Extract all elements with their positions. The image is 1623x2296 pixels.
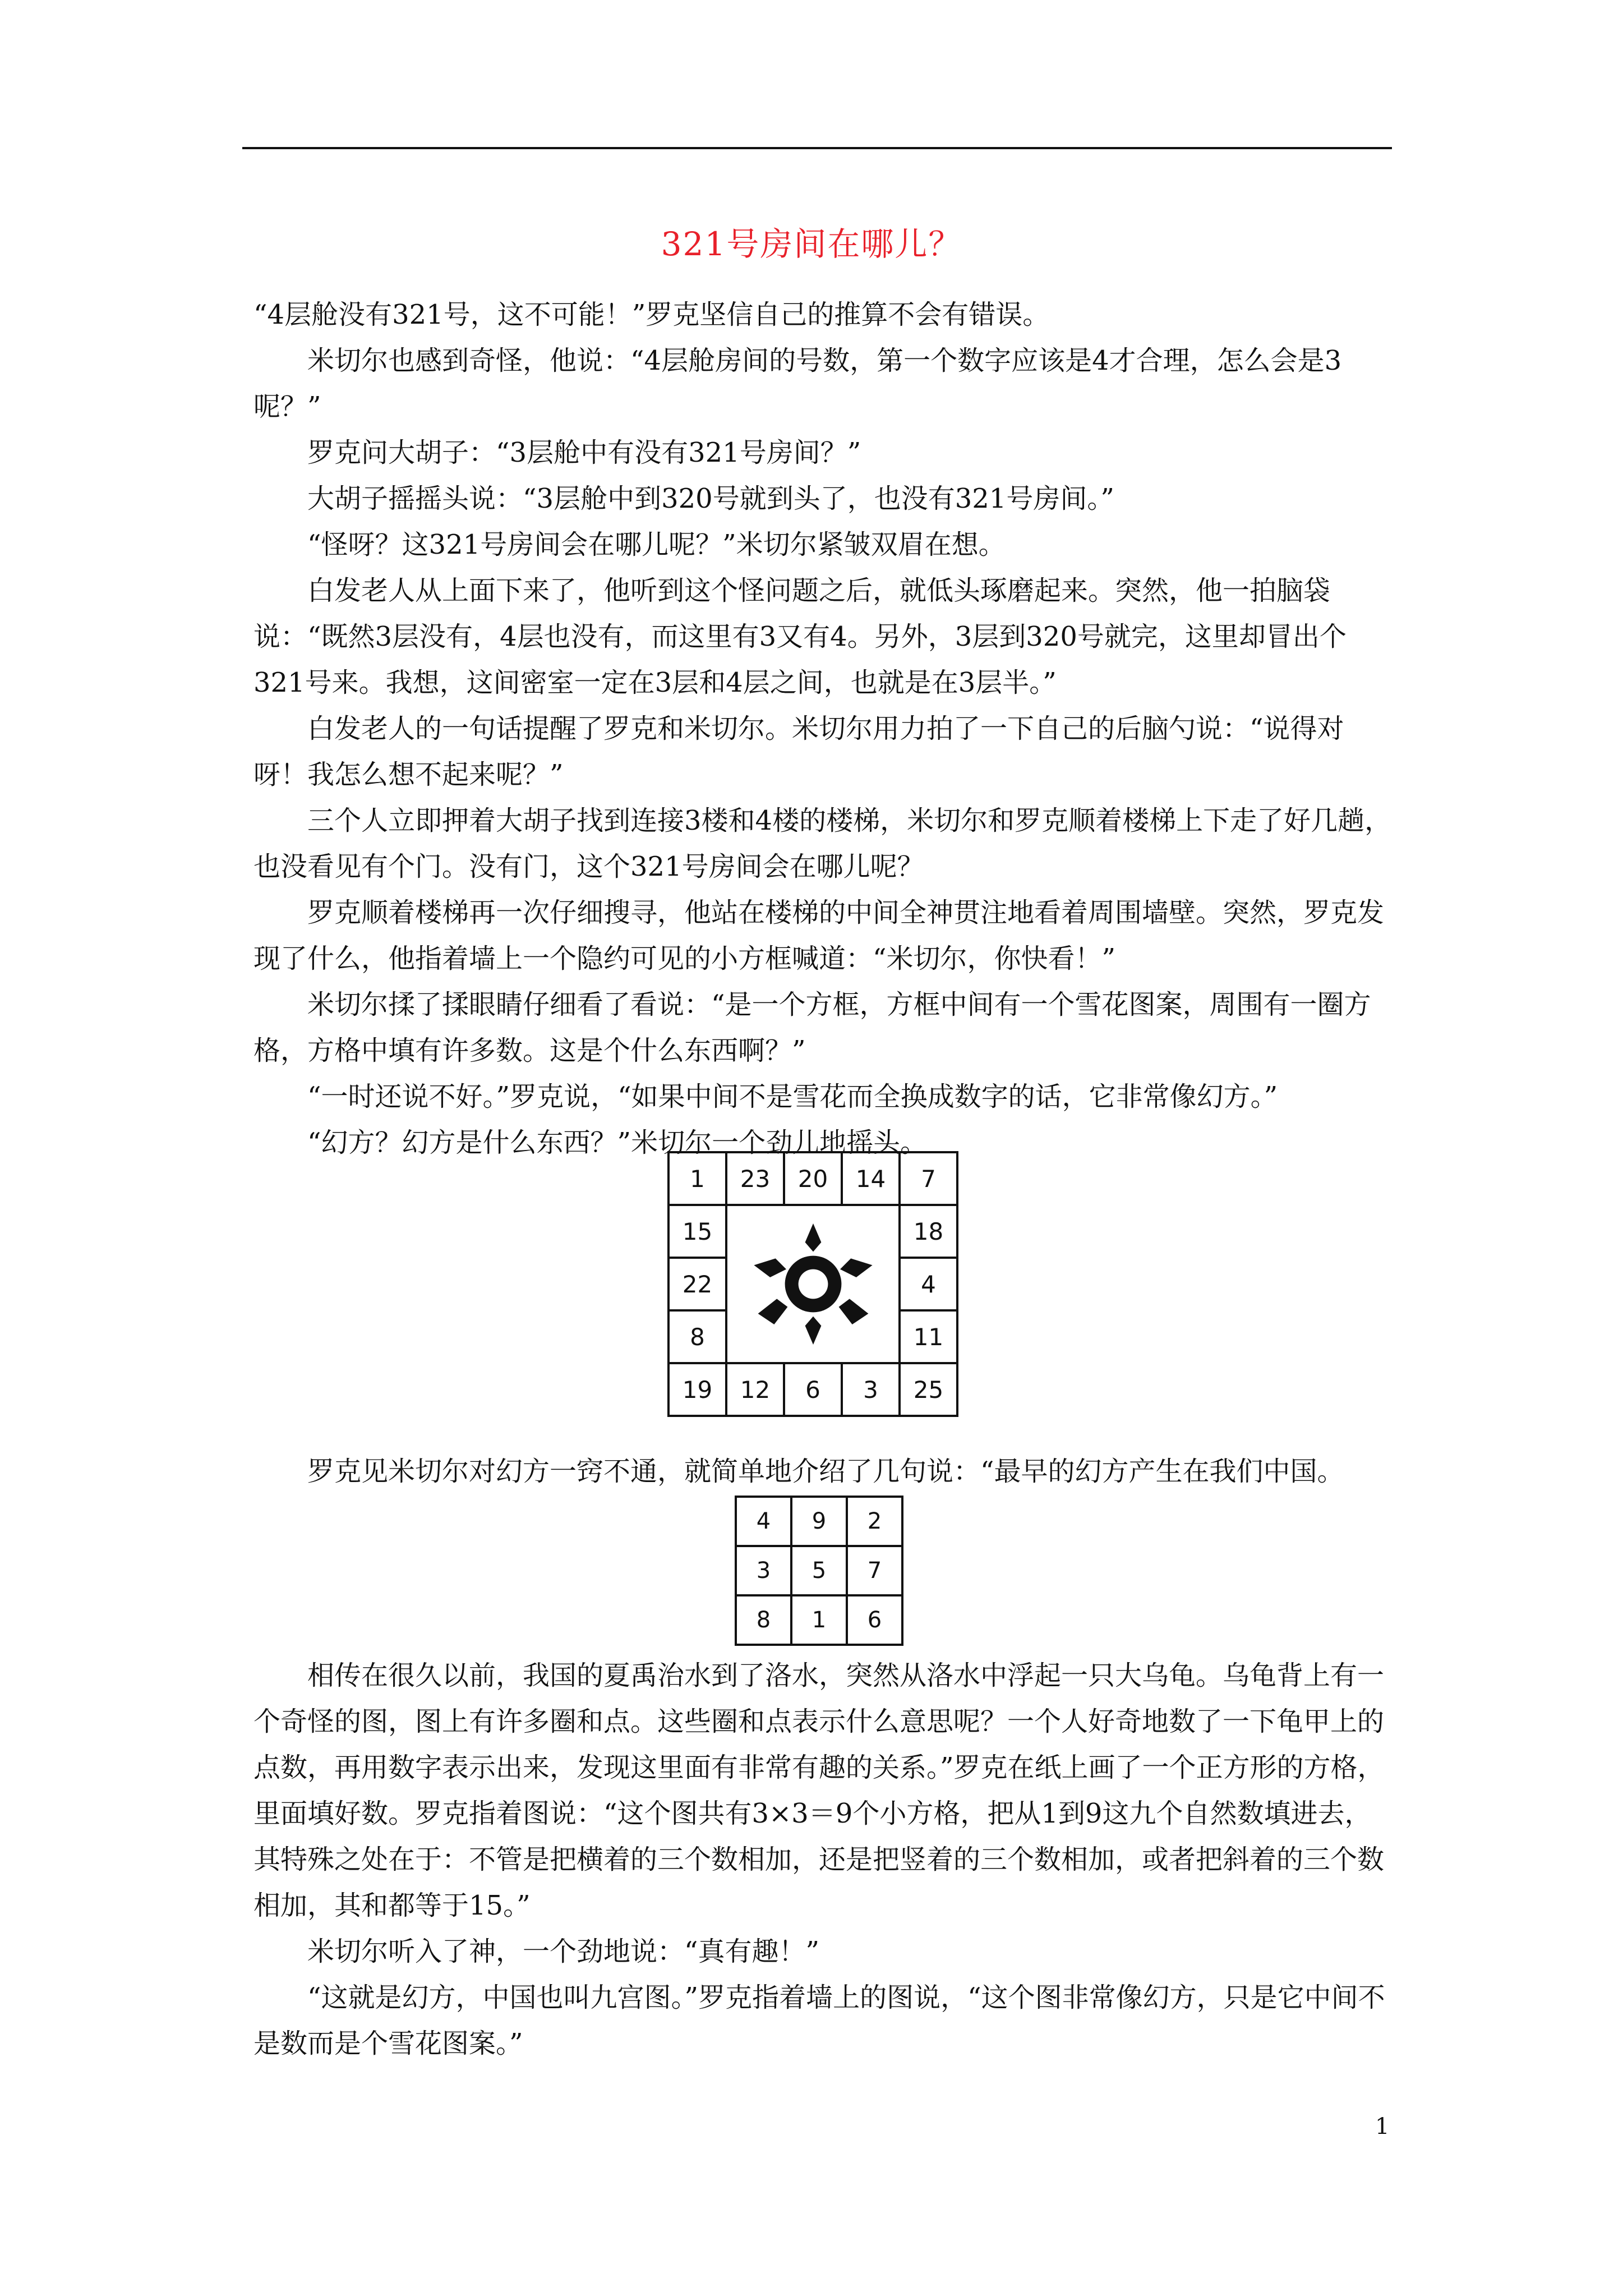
- paragraph: “怪呀？这321号房间会在哪儿呢？”米切尔紧皱双眉在想。: [307, 529, 1006, 560]
- grid-cell: 2: [847, 1497, 902, 1546]
- paragraph: “这就是幻方，中国也叫九宫图。”罗克指着墙上的图说，“这个图非常像幻方，只是它中间不是数而是个雪花图案。”: [253, 1982, 1385, 2059]
- paragraph: 米切尔也感到奇怪，他说：“4层舱房间的号数，第一个数字应该是4才合理，怎么会是3呢？”: [253, 345, 1342, 422]
- center-pattern: [726, 1205, 900, 1363]
- grid-cell: 22: [668, 1258, 726, 1310]
- grid-cell: 23: [726, 1152, 784, 1205]
- grid-cell: 9: [791, 1497, 847, 1546]
- paragraph: 大胡子摇摇头说：“3层舱中到320号就到头了，也没有321号房间。”: [307, 483, 1114, 514]
- header-rule: [242, 147, 1392, 149]
- grid-cell: 3: [736, 1546, 791, 1595]
- paragraph: 米切尔揉了揉眼睛仔细看了看说：“是一个方框，方框中间有一个雪花图案，周围有一圈方格，方格中填有许多数。这是个什么东西啊？”: [253, 989, 1371, 1066]
- grid-cell: 7: [900, 1152, 957, 1205]
- body-bottom: [253, 1653, 1392, 2067]
- grid-cell: 4: [900, 1258, 957, 1310]
- paragraph: “一时还说不好。”罗克说，“如果中间不是雪花而全换成数字的话，它非常像幻方。”: [307, 1081, 1278, 1112]
- paragraph: 罗克问大胡子：“3层舱中有没有321号房间？”: [307, 437, 861, 468]
- paragraph: 罗克顺着楼梯再一次仔细搜寻，他站在楼梯的中间全神贯注地看着周围墙壁。突然，罗克发现了什么，他指着墙上一个隐约可见的小方框喊道：“米切尔，你快看！”: [253, 897, 1385, 974]
- paragraph: 相传在很久以前，我国的夏禹治水到了洛水，突然从洛水中浮起一只大乌龟。乌龟背上有一个奇怪的图，图上有许多圈和点。这些圈和点表示什么意思呢？一个人好奇地数了一下龟甲上的点数，再用数字表示出来，发现这里面有非常有趣的关系。”罗克在纸上画了一个正方形的方格，里面填好数。罗克指着图说：“这个图共有3×3＝9个小方格，把从1到9这九个自然数填进去，其特殊之处在于：不管是把横着的三个数相加，还是把竖着的三个数相加，或者把斜着的三个数相加，其和都等于15。”: [253, 1660, 1385, 1921]
- lo-shu-square: [735, 1496, 903, 1646]
- page-title: 321号房间在哪儿？: [661, 225, 962, 263]
- page-number: 1: [1375, 2114, 1390, 2139]
- paragraph: “4层舱没有321号，这不可能！”罗克坚信自己的推算不会有错误。: [253, 299, 1050, 330]
- grid-cell: 8: [668, 1310, 726, 1363]
- grid-cell: 14: [842, 1152, 900, 1205]
- grid-cell: 8: [736, 1595, 791, 1645]
- body-mid: [253, 1448, 1392, 1494]
- paragraph: “幻方？幻方是什么东西？”米切尔一个劲儿地摇头。: [307, 1127, 928, 1158]
- grid-cell: 6: [784, 1363, 842, 1416]
- grid-cell: 11: [900, 1310, 957, 1363]
- paragraph: 白发老人的一句话提醒了罗克和米切尔。米切尔用力拍了一下自己的后脑勺说：“说得对呀！我怎么想不起来呢？”: [253, 713, 1344, 790]
- grid-cell: 1: [791, 1595, 847, 1645]
- grid-cell: 4: [736, 1497, 791, 1546]
- wall-magic-square: [667, 1151, 958, 1417]
- paragraph: 三个人立即押着大胡子找到连接3楼和4楼的楼梯，米切尔和罗克顺着楼梯上下走了好几趟，也没看见有个门。没有门，这个321号房间会在哪儿呢？: [253, 805, 1392, 882]
- grid-cell: 19: [668, 1363, 726, 1416]
- grid-cell: 12: [726, 1363, 784, 1416]
- snowflake-icon: [746, 1217, 880, 1351]
- grid-cell: 6: [847, 1595, 902, 1645]
- body-top: [253, 292, 1392, 1166]
- grid-cell: 5: [791, 1546, 847, 1595]
- grid-cell: 1: [668, 1152, 726, 1205]
- grid-cell: 18: [900, 1205, 957, 1258]
- paragraph: 米切尔听入了神，一个劲地说：“真有趣！”: [307, 1936, 820, 1967]
- grid-cell: 20: [784, 1152, 842, 1205]
- grid-cell: 3: [842, 1363, 900, 1416]
- grid-cell: 7: [847, 1546, 902, 1595]
- grid-cell: 25: [900, 1363, 957, 1416]
- paragraph: 白发老人从上面下来了，他听到这个怪问题之后，就低头琢磨起来。突然，他一拍脑袋说：“既然3层没有，4层也没有，而这里有3又有4。另外，3层到320号就完，这里却冒出个321号来。我想，这间密室一定在3层和4层之间，也就是在3层半。”: [253, 575, 1347, 698]
- paragraph: 罗克见米切尔对幻方一窍不通，就简单地介绍了几句说：“最早的幻方产生在我们中国。: [307, 1456, 1344, 1487]
- grid-cell: 15: [668, 1205, 726, 1258]
